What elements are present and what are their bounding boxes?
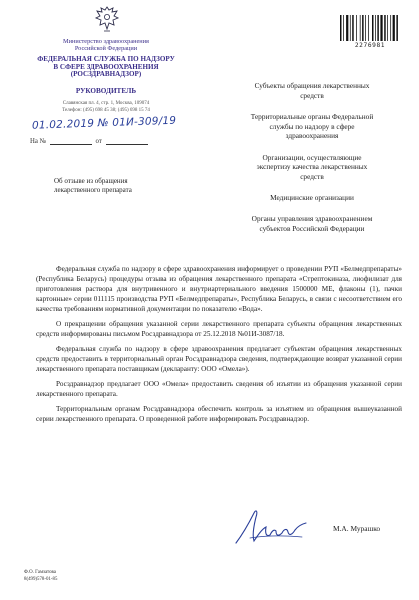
barcode-bar [377,15,379,41]
executor-block [24,570,57,583]
reply-ref-row [30,137,150,145]
barcode-bar [350,15,351,41]
barcode-bar [365,15,366,41]
signature-icon [232,505,318,549]
recipient: Медицинские организации [270,193,354,203]
barcode-bar [356,15,357,41]
barcode-bar [360,15,361,41]
head-title: РУКОВОДИТЕЛЬ [75,87,137,95]
executor-phone: 8(499)578-01-85 [24,576,58,582]
service-line: ФЕДЕРАЛЬНАЯ СЛУЖБА ПО НАДЗОРУ [37,55,175,63]
subject-line: Об отзыве из обращения [54,177,128,185]
recipient: Территориальные органы Федеральной службы по надзору в сфере здравоохранения [250,111,374,141]
ref-date-blank [106,137,148,145]
recipient: Органы управления здравоохранением субъектов Российской Федерации [251,214,373,234]
address-block [20,101,192,115]
barcode-bar [393,15,395,41]
barcode-bar [340,15,342,41]
barcode-bar [390,15,391,41]
coat-of-arms-icon [94,4,120,34]
body-paragraph: Росздравнадзор предлагает ООО «Омела» предоставить сведения об изъятии из обращения указанной серии лекарственного препарата. [36,380,402,398]
barcode-icon [339,15,401,41]
barcode-bar [375,15,376,41]
letter-body [36,264,402,429]
body-paragraph: Федеральная служба по надзору в сфере здравоохранения предлагает субъектам обращения лекарственных средств предоставить в территориальный орган Росздравнадзора сведения, подтверждающие возврат указанной серии лекарственного препарата поставщикам (декларанту: ООО «Омела»). [36,345,402,373]
signer-name: М.А. Мурашко [333,524,381,533]
ref-prefix: На № [30,138,47,145]
body-paragraph: Федеральная служба по надзору в сфере здравоохранения информирует о проведении РУП «Белмедпрепараты» (Республика Беларусь) процедуры отзыва из обращения лекарственного препарата «Стрептокиназа, лиофилизат для приготовления раствора для внутривенного и внутриартериального введения 1500000 МЕ, флаконы (1), пачки картонные» серии 011115 производства РУП «Белмедпрепараты», Республика Беларусь, в связи с несоответствием его качества требованиям нормативной документации по показателю «Вода». [36,265,402,313]
barcode-bar [384,15,386,41]
body-paragraph: О прекращении обращения указанной серии лекарственного препарата субъекты обращения лекарственных средств информированы письмом Росздравнадзора от 25.12.2018 №01И-3087/18. [36,320,402,338]
barcode-bar [387,15,388,41]
executor-name: Ф.О. Гамзатова [24,570,56,575]
barcode-number: 2276981 [354,42,386,49]
barcode-bar [380,15,382,41]
service-name [20,56,192,79]
address-line: Славянская пл. 4, стр. 1, Москва, 109074 [62,101,150,106]
service-line: (РОСЗДРАВНАДЗОР) [70,70,142,79]
ministry-name [20,39,192,53]
ministry-line: Министерство здравоохранения [63,38,149,45]
subject-line: лекарственного препарата [54,186,132,195]
ref-number-blank [50,137,92,145]
barcode-bar [346,15,348,41]
recipients-list [246,81,378,245]
barcode-bar [372,15,374,41]
barcode-bar [368,15,369,41]
ref-from: от [95,138,102,145]
phone-line: Телефон: (495) 698 45 38; (495) 698 15 74 [62,107,150,113]
recipient: Организации, осуществляющие экспертизу качества лекарственных средств [256,152,368,181]
recipient: Субъекты обращения лекарственных средств [254,81,370,100]
barcode-bar [343,15,344,41]
body-paragraph: Территориальным органам Росздравнадзора обеспечить контроль за изъятием из обращения вышеуказанной серии лекарственного препарата. О проведенной работе информировать Росздравнадзор. [36,405,402,423]
letter-subject [54,177,164,196]
barcode-bar [352,15,354,41]
ministry-line: Российской Федерации [74,44,138,52]
handwritten-date-ref: 01.02.2019 № 01И-309/19 [31,114,177,132]
barcode-bar [396,15,398,41]
service-line: В СФЕРЕ ЗДРАВООХРАНЕНИЯ [53,62,159,71]
barcode-bar [362,15,364,41]
